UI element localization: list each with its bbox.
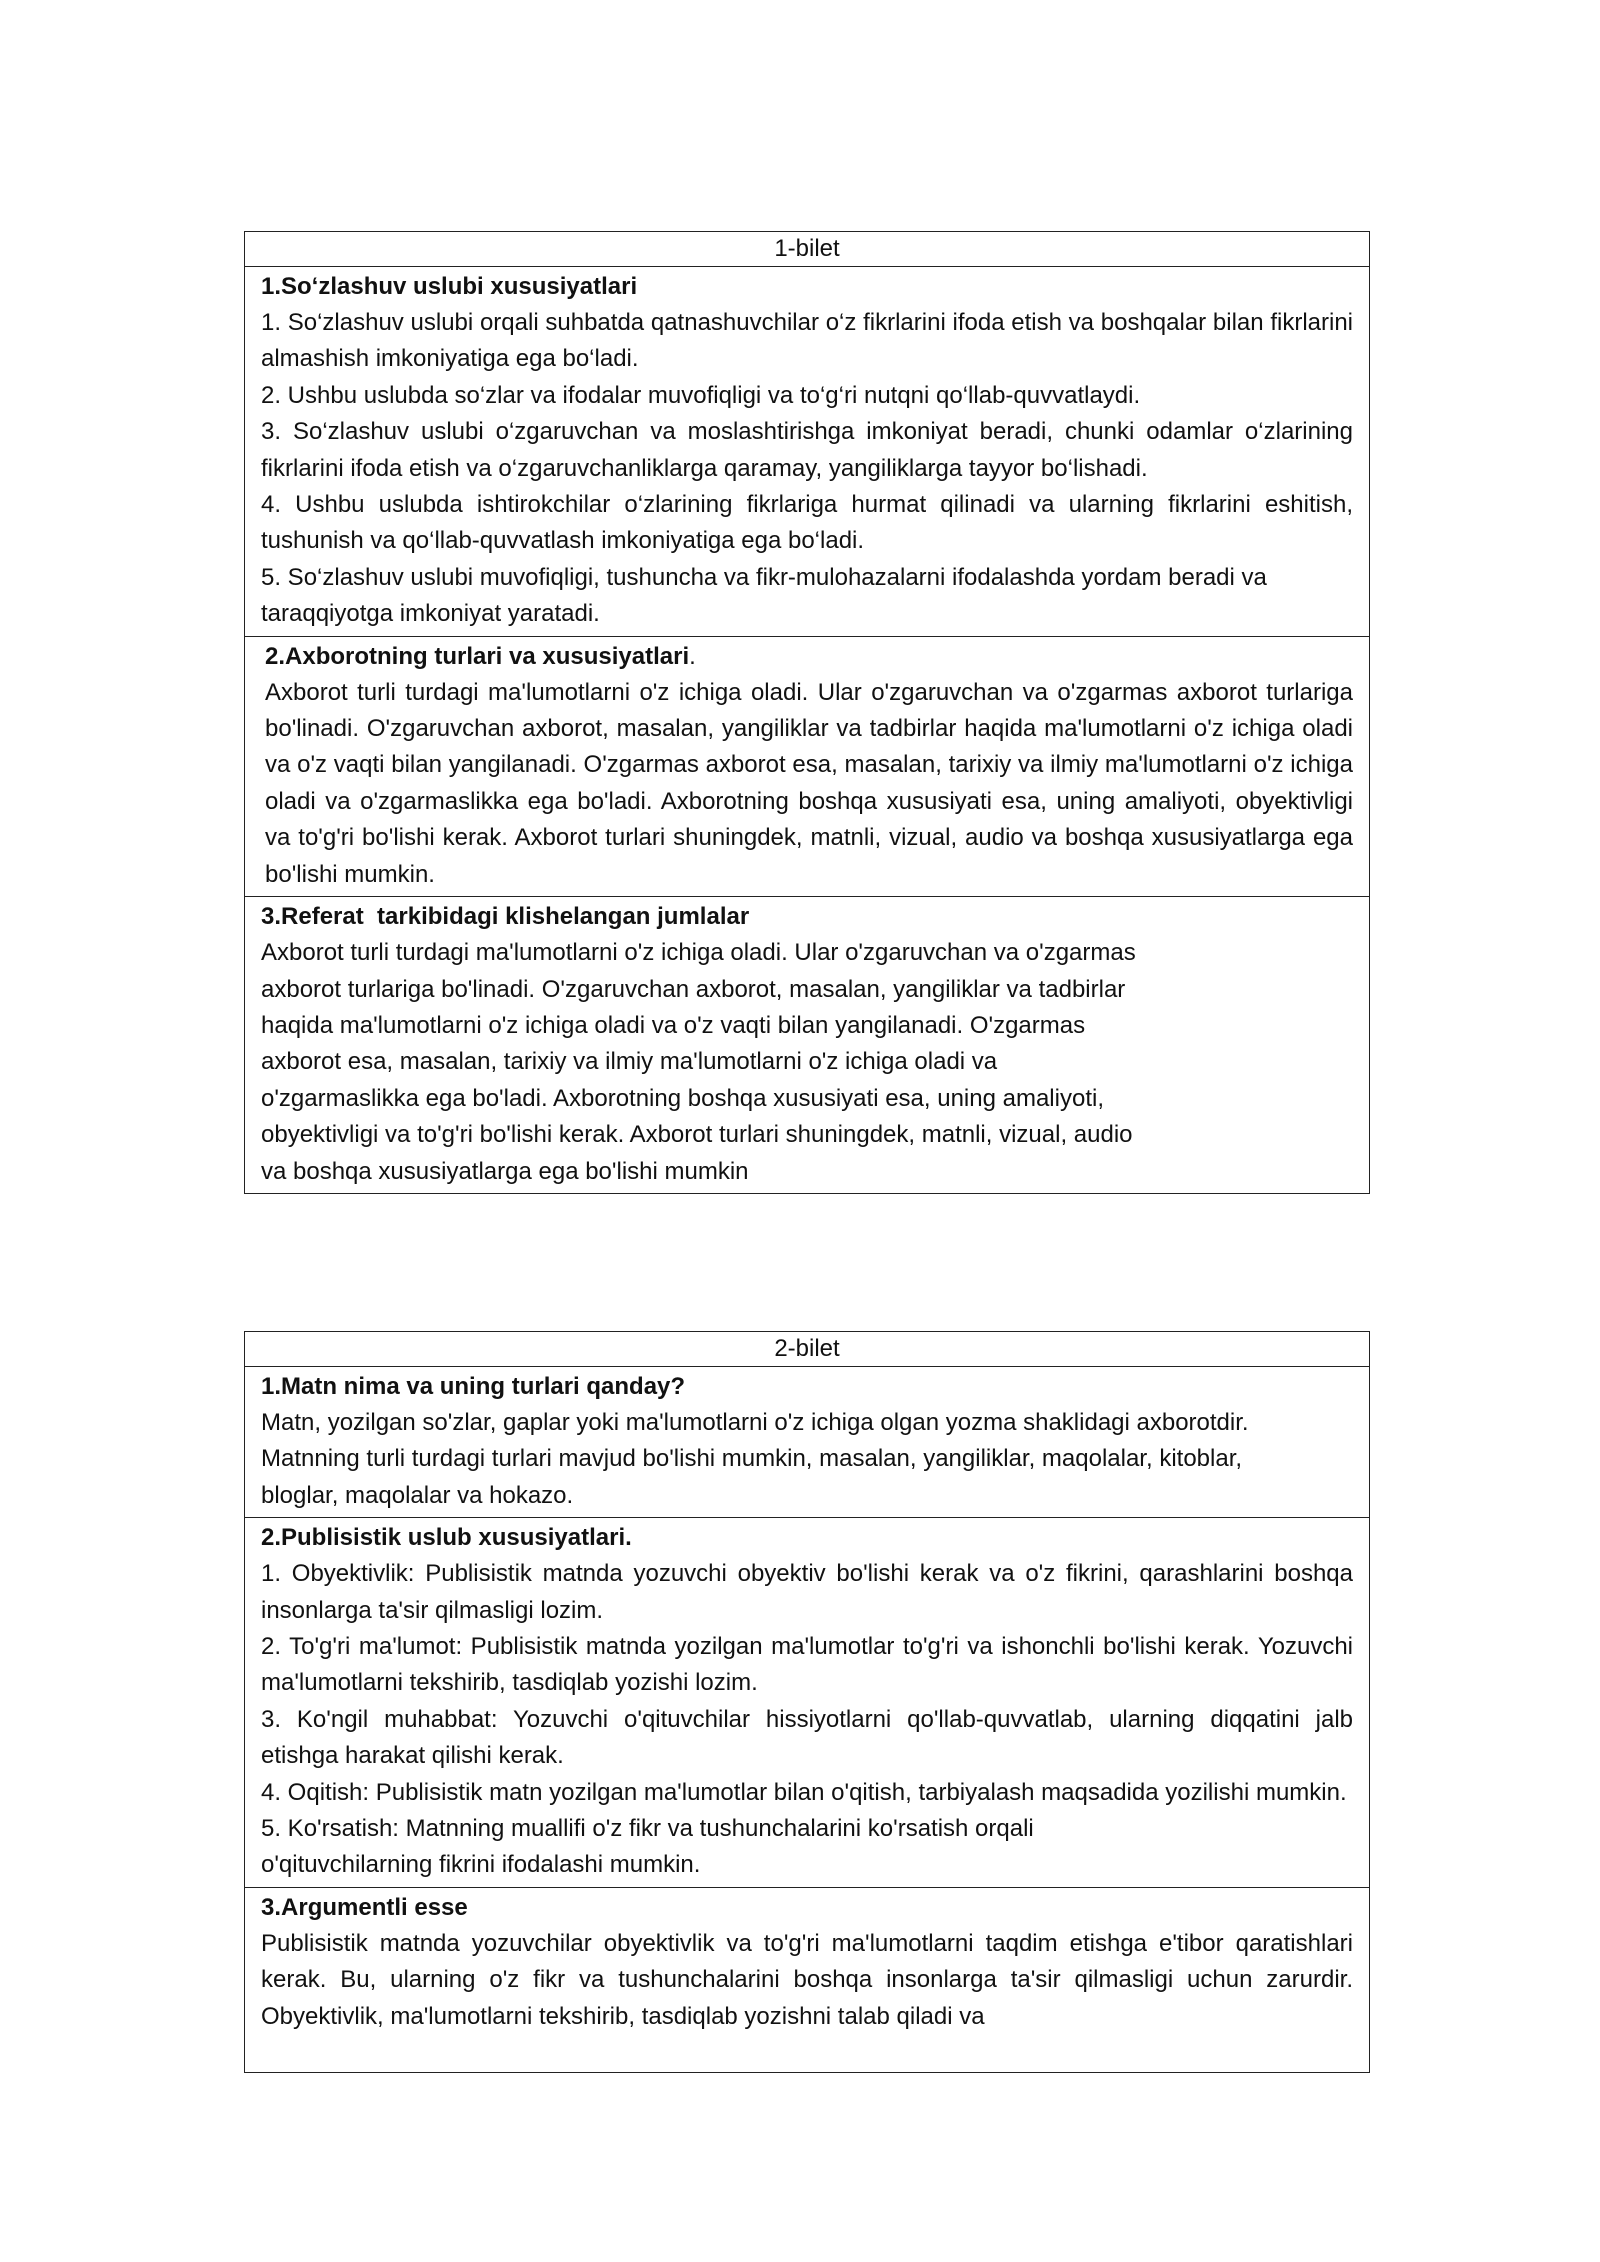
answer-paragraph: 4. Ushbu uslubda ishtirokchilar o‘zlarining fikrlariga hurmat qilinadi va ularning fikrlarini eshitish, tushunish va qo‘llab-quvvatlash imkoniyatiga ega bo‘ladi. [261, 491, 1353, 555]
question-cell [245, 897, 1370, 1194]
answer-body [261, 1405, 1353, 1514]
answer-paragraph: 5. Ko'rsatish: Matnning muallifi o'z fikr va tushunchalarini ko'rsatish orqali o'qituvchilarning fikrini ifodalashi mumkin. [261, 1815, 1034, 1879]
ticket-title: 2-bilet [245, 1332, 1370, 1367]
answer-paragraph: 5. So‘zlashuv uslubi muvofiqligi, tushuncha va fikr-mulohazalarni ifodalashda yordam beradi va taraqqiyotga imkoniyat yaratadi. [261, 563, 1267, 628]
answer-paragraph: 4. Oqitish: Publisistik matn yozilgan ma'lumotlar bilan o'qitish, tarbiyalash maqsadida yozilishi mumkin. [261, 1778, 1347, 1806]
answer-paragraph: Matn, yozilgan so'zlar, gaplar yoki ma'lumotlarni o'z ichiga olgan yozma shaklidagi axborotdir. Matnning turli turdagi turlari mavjud bo'lishi mumkin, masalan, yangiliklar, maqolalar, kitoblar, bloglar, maqolalar va hokazo. [261, 1409, 1249, 1509]
question-cell [245, 1367, 1370, 1518]
answer-body [261, 675, 1353, 893]
question-cell [245, 636, 1370, 896]
ticket-2-table [244, 1331, 1370, 2073]
answer-paragraph: 1. Obyektivlik: Publisistik matnda yozuvchi obyektiv bo'lishi kerak va o'z fikrini, qarashlarini boshqa insonlarga ta'sir qilmasligi lozim. [261, 1560, 1353, 1624]
question-heading [261, 639, 1353, 675]
question-heading: 3.Argumentli esse [261, 1893, 468, 1921]
question-heading: 1.So‘zlashuv uslubi xususiyatlari [261, 273, 638, 300]
question-cell [245, 267, 1370, 637]
answer-body [261, 935, 1353, 1190]
answer-paragraph: Axborot turli turdagi ma'lumotlarni o'z ichiga oladi. Ular o'zgaruvchan va o'zgarmas axborot turlariga bo'linadi. O'zgaruvchan axborot, masalan, yangiliklar va tadbirlar haqida ma'lumotlarni o'z ichiga oladi va o'z vaqti bilan yangilanadi. O'zgarmas axborot esa, masalan, tarixiy va ilmiy ma'lumotlarni o'z ichiga oladi va o'zgarmaslikka ega bo'ladi. Axborotning boshqa xususiyati esa, uning amaliyoti, obyektivligi va to'g'ri bo'lishi kerak. Axborot turlari shuningdek, matnli, vizual, audio va boshqa xususiyatlarga ega bo'lishi mumkin [261, 939, 1136, 1185]
ticket-title: 1-bilet [245, 232, 1370, 267]
question-heading-suffix: . [689, 642, 696, 670]
answer-paragraph: 2. To'g'ri ma'lumot: Publisistik matnda yozilgan ma'lumotlar to'g'ri va ishonchli bo'lishi kerak. Yozuvchi ma'lumotlarni tekshirib, tasdiqlab yozishi lozim. [261, 1633, 1353, 1697]
question-cell [245, 1887, 1370, 2072]
ticket-1-table [244, 231, 1370, 1194]
question-cell [245, 1518, 1370, 1888]
answer-paragraph: 1. So‘zlashuv uslubi orqali suhbatda qatnashuvchilar o‘z fikrlarini ifoda etish va boshqalar bilan fikrlarini almashish imkoniyatiga ega bo‘ladi. [261, 309, 1353, 373]
answer-body [261, 305, 1353, 633]
answer-paragraph: 3. So‘zlashuv uslubi o‘zgaruvchan va moslashtirishga imkoniyat beradi, chunki odamlar o‘zlarining fikrlarini ifoda etish va o‘zgaruvchanliklarga qaramay, yangiliklarga tayyor bo‘lishadi. [261, 418, 1353, 482]
question-heading-text: 2.Axborotning turlari va xususiyatlari [265, 642, 690, 670]
answer-paragraph: 3. Ko'ngil muhabbat: Yozuvchi o'qituvchilar hissiyotlarni qo'llab-quvvatlab, ularning diqqatini jalb etishga harakat qilishi kerak. [261, 1705, 1353, 1770]
answer-paragraph: Publisistik matnda yozuvchilar obyektivlik va to'g'ri ma'lumotlarni taqdim etishga e'tibor qaratishlari kerak. Bu, ularning o'z fikr va tushunchalarini boshqa insonlarga ta'sir qilmasligi uchun zarurdir. Obyektivlik, ma'lumotlarni tekshirib, tasdiqlab yozishni talab qiladi va [261, 1929, 1353, 2030]
answer-paragraph: 2. Ushbu uslubda so‘zlar va ifodalar muvofiqligi va to‘g‘ri nutqni qo‘llab-quvvatlaydi. [261, 381, 1141, 409]
answer-body [261, 1926, 1353, 2069]
question-heading: 2.Publisistik uslub xususiyatlari. [261, 1524, 632, 1552]
answer-body [261, 1556, 1353, 1884]
question-heading: 3.Referat tarkibidagi klishelangan jumlalar [261, 903, 750, 931]
question-heading: 1.Matn nima va uning turlari qanday? [261, 1373, 686, 1400]
answer-paragraph: Axborot turli turdagi ma'lumotlarni o'z ichiga oladi. Ular o'zgaruvchan va o'zgarmas axborot turlariga bo'linadi. O'zgaruvchan axborot, masalan, yangiliklar va tadbirlar haqida ma'lumotlarni o'z ichiga oladi va o'z vaqti bilan yangilanadi. O'zgarmas axborot esa, masalan, tarixiy va ilmiy ma'lumotlarni o'z ichiga oladi va o'zgarmaslikka ega bo'ladi. Axborotning boshqa xususiyati esa, uning amaliyoti, obyektivligi va to'g'ri bo'lishi kerak. Axborot turlari shuningdek, matnli, vizual, audio va boshqa xususiyatlarga ega bo'lishi mumkin. [265, 678, 1353, 888]
